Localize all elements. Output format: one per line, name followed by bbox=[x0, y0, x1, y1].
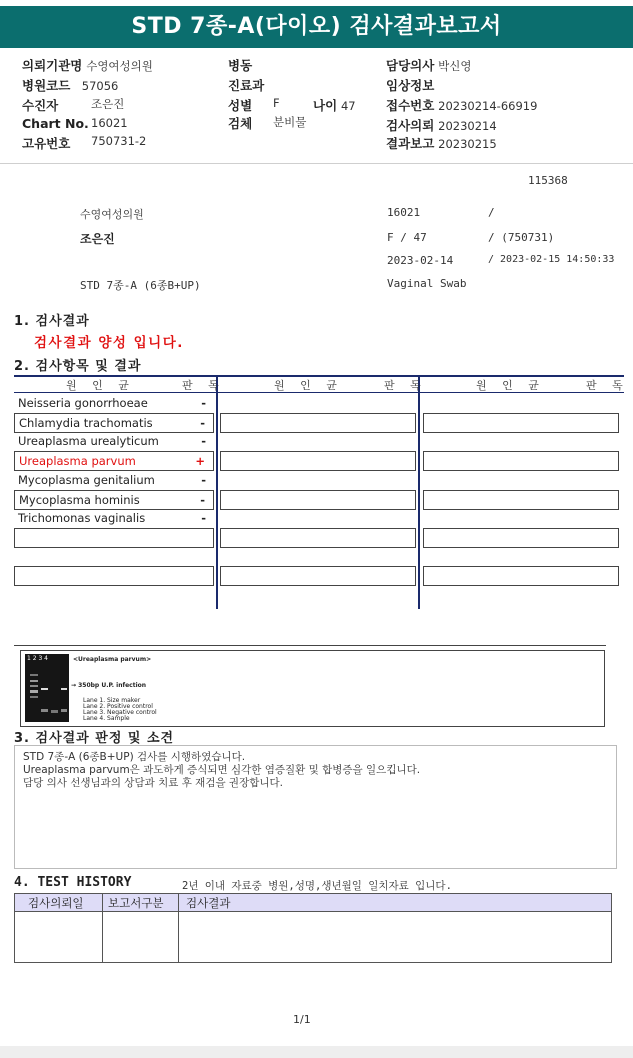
request-label: 검사의뢰 bbox=[386, 118, 435, 133]
result-row bbox=[14, 413, 214, 433]
report-label: 결과보고 bbox=[386, 136, 435, 151]
empty-row bbox=[220, 451, 416, 471]
clinical-label: 임상정보 bbox=[386, 78, 435, 93]
section1-title: 1. 검사결과 bbox=[14, 314, 90, 329]
history-col-date: 검사의뢰일 bbox=[28, 896, 84, 910]
empty-row bbox=[423, 451, 619, 471]
empty-row bbox=[423, 566, 619, 586]
empty-row bbox=[220, 490, 416, 510]
history-col-divider bbox=[102, 893, 103, 963]
result-sign: - bbox=[200, 493, 205, 507]
request-value: 20230214 bbox=[438, 119, 497, 133]
empty-row bbox=[423, 413, 619, 433]
positive-result: 검사결과 양성 입니다. bbox=[34, 335, 184, 351]
hospital-label: 의뢰기관명 bbox=[22, 58, 83, 73]
report-value: 20230215 bbox=[438, 137, 497, 151]
detail-date1: 2023-02-14 bbox=[387, 254, 454, 267]
result-row-positive bbox=[14, 451, 214, 471]
age-label: 나이 bbox=[313, 98, 338, 113]
result-sign: + bbox=[195, 454, 205, 468]
col-header-judgement: 판 독 bbox=[384, 379, 427, 392]
gel-lane-numbers: 1 2 3 4 bbox=[27, 655, 48, 662]
info-divider bbox=[0, 163, 633, 164]
result-sign: - bbox=[201, 434, 206, 448]
column-separator bbox=[216, 375, 218, 609]
opinion-line: STD 7종-A (6종B+UP) 검사를 시행하였습니다. bbox=[23, 751, 246, 763]
organism-name: Ureaplasma parvum bbox=[19, 454, 136, 468]
empty-row bbox=[423, 528, 619, 548]
receipt-label: 접수번호 bbox=[386, 98, 435, 113]
result-row bbox=[14, 509, 214, 529]
chart-value: 16021 bbox=[91, 116, 128, 130]
detail-chart: 16021 bbox=[387, 206, 421, 219]
footer-bar bbox=[0, 1046, 633, 1058]
result-row bbox=[14, 471, 214, 491]
receipt-value: 20230214-66919 bbox=[438, 99, 538, 113]
doctor-value: 박신영 bbox=[438, 59, 472, 73]
organism-name: Neisseria gonorrhoeae bbox=[18, 396, 148, 410]
specimen-value: 분비물 bbox=[273, 115, 307, 129]
gel-lane3: Lane 3. Negative control bbox=[83, 709, 157, 716]
detail-name: 조은진 bbox=[80, 232, 115, 246]
opinion-box bbox=[14, 745, 617, 869]
doctor-label: 담당의사 bbox=[386, 58, 435, 73]
result-row bbox=[14, 490, 214, 510]
empty-row bbox=[14, 566, 214, 586]
organism-name: Ureaplasma urealyticum bbox=[18, 434, 159, 448]
detail-hospital: 수영여성의원 bbox=[80, 208, 144, 221]
gel-electrophoresis-image bbox=[25, 654, 69, 722]
history-note: 2년 이내 자료중 병원,성명,생년월일 일치자료 입니다. bbox=[182, 880, 452, 892]
hospital-value: 수영여성의원 bbox=[86, 59, 153, 73]
empty-row bbox=[220, 528, 416, 548]
history-body bbox=[14, 912, 612, 963]
section4-title: 4. TEST HISTORY bbox=[14, 875, 132, 890]
organism-name: Mycoplasma genitalium bbox=[18, 473, 155, 487]
empty-row bbox=[14, 528, 214, 548]
empty-row bbox=[423, 490, 619, 510]
detail-date2: / 2023-02-15 14:50:33 bbox=[488, 254, 615, 265]
col-header-judgement: 판 독 bbox=[586, 379, 629, 392]
gel-band-label: → 350bp U.P. infection bbox=[71, 682, 147, 689]
result-sign: - bbox=[201, 396, 206, 410]
empty-row bbox=[220, 566, 416, 586]
column-separator bbox=[418, 375, 420, 609]
sex-value: F bbox=[273, 96, 280, 110]
unique-value: 750731-2 bbox=[91, 134, 147, 148]
ward-label: 병동 bbox=[228, 58, 253, 73]
detail-slash: / bbox=[488, 206, 495, 219]
page-number: 1/1 bbox=[293, 1013, 311, 1026]
detail-birth: / (750731) bbox=[488, 231, 555, 244]
col-header-judgement: 판 독 bbox=[182, 379, 225, 392]
history-col-divider bbox=[178, 893, 179, 963]
result-sign: - bbox=[201, 473, 206, 487]
opinion-line: 담당 의사 선생님과의 상담과 치료 후 재검을 권장합니다. bbox=[23, 777, 283, 789]
col-header-organism: 원 인 균 bbox=[476, 379, 545, 392]
report-title: STD 7종-A(다이오) 검사결과보고서 bbox=[0, 6, 633, 48]
section2-title: 2. 검사항목 및 결과 bbox=[14, 359, 142, 374]
col-header-organism: 원 인 균 bbox=[274, 379, 343, 392]
detail-specimen: Vaginal Swab bbox=[387, 277, 467, 290]
chart-label: Chart No. bbox=[22, 116, 89, 131]
history-col-result: 검사결과 bbox=[186, 896, 231, 910]
col-header-organism: 원 인 균 bbox=[66, 379, 135, 392]
result-sign: - bbox=[200, 416, 205, 430]
gel-divider bbox=[14, 645, 606, 646]
result-sign: - bbox=[201, 511, 206, 525]
gel-lane4: Lane 4. Sample bbox=[83, 715, 130, 722]
detail-test: STD 7종-A (6종B+UP) bbox=[80, 279, 201, 292]
history-col-type: 보고서구분 bbox=[108, 896, 164, 910]
organism-name: Chlamydia trachomatis bbox=[19, 416, 153, 430]
detail-sex-age: F / 47 bbox=[387, 231, 427, 244]
age-value: 47 bbox=[340, 99, 356, 113]
gel-figure bbox=[20, 650, 605, 727]
code-value: 57056 bbox=[81, 79, 119, 93]
gel-title: <Ureaplasma parvum> bbox=[73, 656, 152, 663]
unique-label: 고유번호 bbox=[22, 136, 71, 151]
history-header bbox=[14, 893, 612, 912]
patient-label: 수진자 bbox=[22, 98, 59, 113]
result-row bbox=[14, 432, 214, 452]
gel-lane2: Lane 2. Positive control bbox=[83, 703, 153, 710]
code-label: 병원코드 bbox=[22, 78, 71, 93]
empty-row bbox=[220, 413, 416, 433]
dept-label: 진료과 bbox=[228, 78, 265, 93]
report-id: 115368 bbox=[528, 174, 568, 187]
gel-lane1: Lane 1. Size maker bbox=[83, 697, 141, 704]
section3-title: 3. 검사결과 판정 및 소견 bbox=[14, 731, 175, 746]
opinion-line: Ureaplasma parvum은 과도하게 증식되면 심각한 염증질환 및 합병증을 일으킵니다. bbox=[23, 764, 421, 776]
result-row bbox=[14, 394, 214, 414]
organism-name: Mycoplasma hominis bbox=[19, 493, 140, 507]
sex-label: 성별 bbox=[228, 98, 253, 113]
specimen-label: 검체 bbox=[228, 116, 253, 131]
patient-value: 조은진 bbox=[91, 97, 125, 111]
organism-name: Trichomonas vaginalis bbox=[18, 511, 146, 525]
